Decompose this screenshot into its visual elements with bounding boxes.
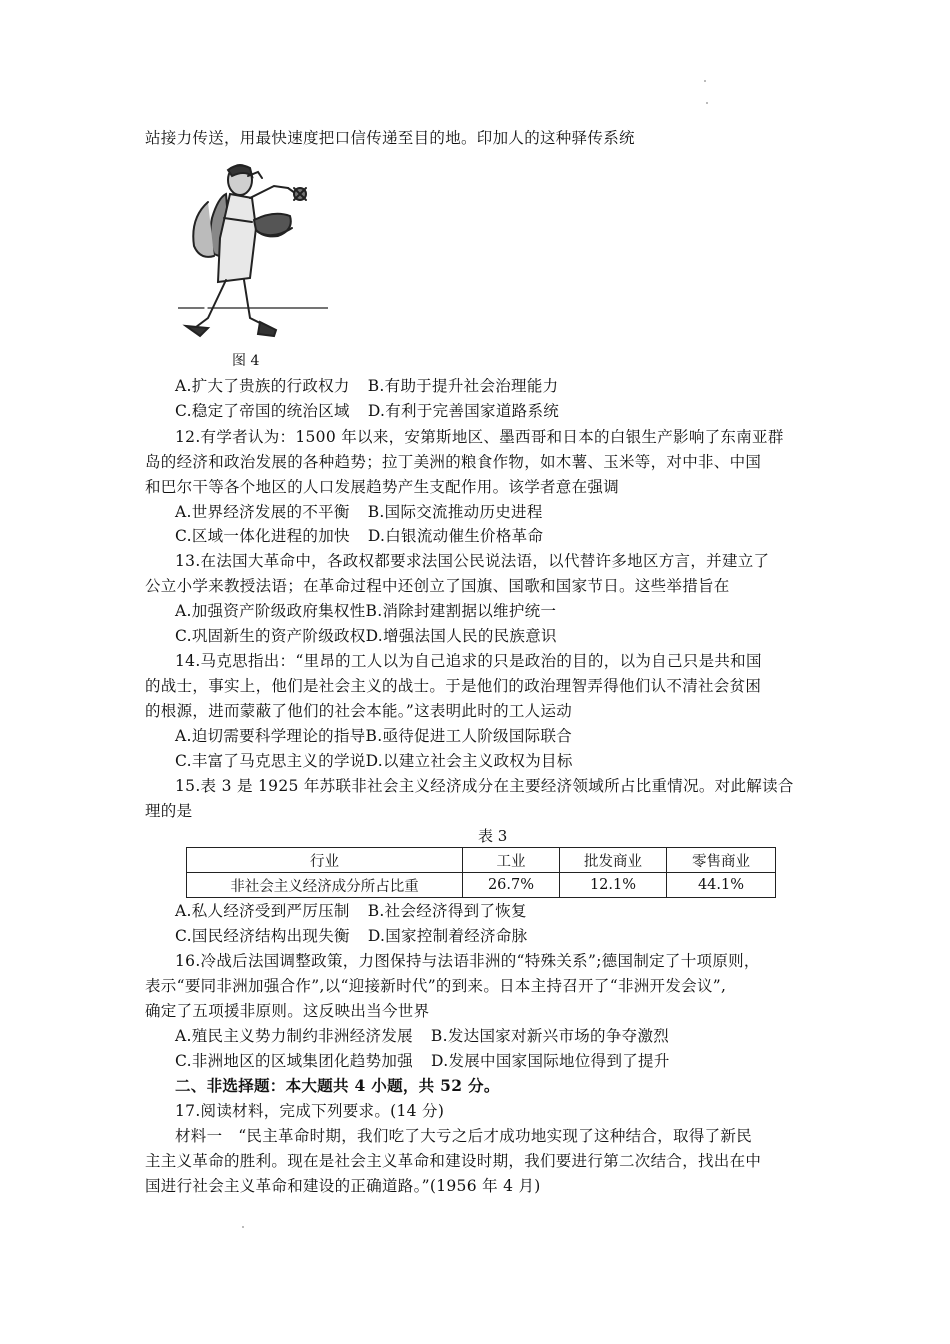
intro-line: 站接力传送，用最快速度把口信传递至目的地。印加人的这种驿传系统 [145, 129, 635, 147]
q15-line: 15.表 3 是 1925 年苏联非社会主义经济成分在主要经济领域所占比重情况。对此解读合 [175, 777, 794, 795]
q15-line: 理的是 [145, 802, 193, 820]
q12-line: 岛的经济和政治发展的各种趋势；拉丁美洲的粮食作物，如木薯、玉米等，对中非、中国 [145, 453, 762, 471]
q13-line: 13.在法国大革命中，各政权都要求法国公民说法语，以代替许多地区方言，并建立了 [175, 552, 770, 570]
option-a: A.世界经济发展的不平衡 [175, 503, 350, 521]
option-b: B.社会经济得到了恢复 [367, 902, 527, 920]
option-c: C.非洲地区的区域集团化趋势加强 [175, 1052, 414, 1070]
q12-line: 12.有学者认为：1500 年以来，安第斯地区、墨西哥和日本的白银生产影响了东南亚群 [175, 428, 784, 446]
q16-line: 确定了五项援非原则。这反映出当今世界 [145, 1002, 430, 1020]
table-row [187, 873, 776, 898]
data-table [186, 847, 776, 898]
table-header-row [187, 848, 776, 873]
scan-speck [706, 102, 708, 104]
option-d: D.白银流动催生价格革命 [367, 527, 544, 545]
table-cell: 12.1% [560, 873, 667, 898]
option-b: B.有助于提升社会治理能力 [367, 377, 559, 395]
q17-line: 材料一 “民主革命时期，我们吃了大亏之后才成功地实现了这种结合，取得了新民 [175, 1127, 753, 1145]
q16-options-cd [175, 1049, 670, 1073]
q14-line: 的战士，事实上，他们是社会主义的战士。于是他们的政治理智弄得他们认不清社会贫困 [145, 677, 762, 695]
q16-options-ab [175, 1024, 669, 1048]
table-header-cell: 零售商业 [667, 848, 776, 873]
option-c: C.国民经济结构出现失衡 [175, 927, 350, 945]
option-a: A.扩大了贵族的行政权力 [175, 377, 350, 395]
option-b: B.国际交流推动历史进程 [367, 503, 543, 521]
option-b: B.发达国家对新兴市场的争夺激烈 [430, 1027, 670, 1045]
q16-line: 16.冷战后法国调整政策，力图保持与法语非洲的“特殊关系”;德国制定了十项原则， [175, 952, 760, 970]
q14-options-ab: A.迫切需要科学理论的指导B.亟待促进工人阶级国际联合 [175, 727, 573, 745]
option-a: A.殖民主义势力制约非洲经济发展 [175, 1027, 413, 1045]
q13-options-cd: C.巩固新生的资产阶级政权D.增强法国人民的民族意识 [175, 627, 557, 645]
q13-line: 公立小学来教授法语；在革命过程中还创立了国旗、国歌和国家节日。这些举措旨在 [145, 577, 730, 595]
table-cell: 44.1% [667, 873, 776, 898]
table-cell: 非社会主义经济成分所占比重 [187, 873, 463, 898]
q11-options-ab [175, 374, 558, 398]
table-cell: 26.7% [463, 873, 560, 898]
q17-head: 17.阅读材料，完成下列要求。(14 分) [175, 1102, 445, 1120]
q11-options-cd [175, 399, 559, 423]
option-d: D.有利于完善国家道路系统 [367, 402, 560, 420]
table-header-cell: 工业 [463, 848, 560, 873]
runner-messenger-drawing [178, 158, 328, 346]
q14-options-cd: C.丰富了马克思主义的学说D.以建立社会主义政权为目标 [175, 752, 573, 770]
figure-caption: 图 4 [232, 353, 260, 369]
q17-line: 国进行社会主义革命和建设的正确道路。”(1956 年 4 月) [145, 1177, 541, 1195]
section-heading: 二、非选择题：本大题共 4 小题，共 52 分。 [175, 1076, 500, 1095]
option-c: C.稳定了帝国的统治区域 [175, 402, 350, 420]
option-d: D.国家控制着经济命脉 [367, 927, 528, 945]
table-caption: 表 3 [478, 827, 508, 845]
q17-line: 主主义革命的胜利。现在是社会主义革命和建设时期，我们要进行第二次结合，找出在中 [145, 1152, 762, 1170]
q12-options-cd [175, 524, 543, 548]
scan-speck [704, 80, 706, 82]
q15-options-cd [175, 924, 527, 948]
table-header-cell: 行业 [187, 848, 463, 873]
q12-line: 和巴尔干等各个地区的人口发展趋势产生支配作用。该学者意在强调 [145, 478, 620, 496]
option-d: D.发展中国家国际地位得到了提升 [431, 1052, 670, 1070]
q16-line: 表示“要同非洲加强合作”,以“迎接新时代”的到来。日本主持召开了“非洲开发会议”, [145, 977, 727, 995]
option-c: C.区域一体化进程的加快 [175, 527, 350, 545]
q13-options-ab: A.加强资产阶级政府集权性B.消除封建割据以维护统一 [175, 602, 557, 620]
q14-line: 14.马克思指出：“里昂的工人以为自己追求的只是政治的目的，以为自己只是共和国 [175, 652, 762, 670]
q12-options-ab [175, 500, 543, 524]
q14-line: 的根源，进而蒙蔽了他们的社会本能。”这表明此时的工人运动 [145, 702, 573, 720]
table-header-cell: 批发商业 [560, 848, 667, 873]
q15-options-ab [175, 899, 527, 923]
scan-speck [242, 1226, 244, 1228]
option-a: A.私人经济受到严厉压制 [175, 902, 350, 920]
